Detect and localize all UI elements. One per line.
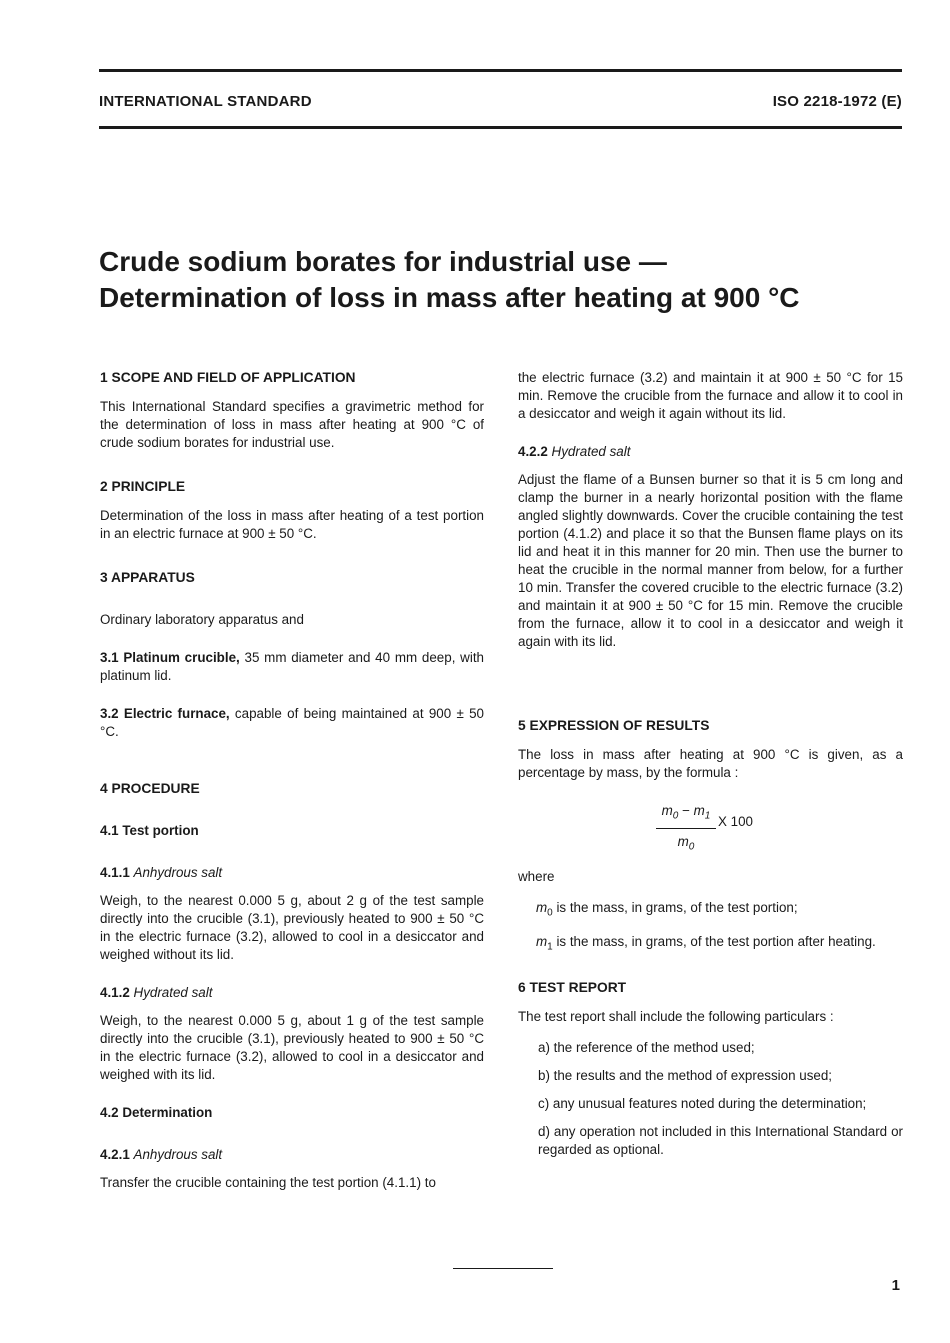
loss-formula xyxy=(518,802,903,860)
page-number: 1 xyxy=(891,1277,900,1294)
item-3-2-text: capable of being maintained at 900 ± 50 °C. xyxy=(100,706,484,739)
right-column xyxy=(518,369,903,1169)
subsection-4-2-1-text-start: Transfer the crucible containing the test portion (4.1.1) to xyxy=(100,1175,436,1190)
formula-fraction xyxy=(656,802,716,856)
section-6-heading: 6 TEST REPORT xyxy=(518,980,627,996)
subsection-4-1-1-text: Weigh, to the nearest 0.000 5 g, about 2 g of the test sample directly into the crucible (3.1), previously heated to 900 ± 50 °C in the electric furnace (3.2), allowed to cool in a desiccator and weighed without its lid. xyxy=(100,893,484,962)
item-3-2-label: 3.2 Electric furnace, xyxy=(100,706,230,721)
item-3-1-label: 3.1 Platinum crucible, xyxy=(100,650,240,665)
header-standard-label: INTERNATIONAL STANDARD xyxy=(99,93,312,110)
section-4-heading: 4 PROCEDURE xyxy=(100,781,200,796)
subsection-4-2-1-text-cont: the electric furnace (3.2) and maintain it at 900 ± 50 °C for 15 min. Remove the crucible from the furnace and allow it to cool in a desiccator and weigh it again without its lid. xyxy=(518,370,903,421)
subsection-4-1-2-heading: 4.1.2 Hydrated salt xyxy=(100,985,213,1000)
header-bottom-rule xyxy=(99,126,902,129)
document-title xyxy=(99,244,899,316)
left-column xyxy=(100,369,484,1192)
section-2-heading: 2 PRINCIPLE xyxy=(100,479,186,494)
subsection-4-1-2-text: Weigh, to the nearest 0.000 5 g, about 1 g of the test sample directly into the crucible (3.1), previously heated to 900 ± 50 °C in the electric furnace (3.2), allowed to cool in a desiccator and weighed with its lid. xyxy=(100,1013,484,1082)
report-item-d: d) any operation not included in this International Standard or regarded as optional. xyxy=(538,1124,903,1158)
section-2-text: Determination of the loss in mass after heating of a test portion in an electric furnace at 900 ± 50 °C. xyxy=(100,508,484,541)
section-5-text: The loss in mass after heating at 900 °C is given, as a percentage by mass, by the formula : xyxy=(518,747,903,780)
report-item-a: a) the reference of the method used; xyxy=(538,1040,755,1056)
formula-numerator: $m_0 - m_1$ xyxy=(656,802,716,829)
header-top-rule xyxy=(99,69,902,72)
item-3-1-text: 35 mm diameter and 40 mm deep, with platinum lid. xyxy=(100,650,484,683)
section-5-heading: 5 EXPRESSION OF RESULTS xyxy=(518,718,710,733)
subsection-4-1-heading: 4.1 Test portion xyxy=(100,823,199,838)
section-6-intro: The test report shall include the following particulars : xyxy=(518,1009,834,1025)
item-3-2 xyxy=(100,705,484,741)
where-label: where xyxy=(518,869,555,884)
footer-rule xyxy=(453,1268,553,1269)
section-3-intro: Ordinary laboratory apparatus and xyxy=(100,612,304,627)
m0-definition: $m_0$ is the mass, in grams, of the test portion; xyxy=(536,900,798,919)
subsection-4-2-1-heading: 4.2.1 Anhydrous salt xyxy=(100,1147,223,1162)
title-line-1: Crude sodium borates for industrial use — xyxy=(99,246,667,277)
report-item-c: c) any unusual features noted during the determination; xyxy=(538,1096,867,1112)
section-1-heading: 1 SCOPE AND FIELD OF APPLICATION xyxy=(100,370,356,385)
subsection-4-1-1-heading: 4.1.1 Anhydrous salt xyxy=(100,865,223,880)
formula-denominator: $m_0$ xyxy=(677,833,695,853)
formula-multiplier: X 100 xyxy=(718,814,753,829)
title-line-2: Determination of loss in mass after heating at 900 °C xyxy=(99,282,800,313)
subsection-4-2-heading: 4.2 Determination xyxy=(100,1105,213,1120)
subsection-4-2-2-text: Adjust the flame of a Bunsen burner so that it is 5 cm long and clamp the burner in a nearly horizontal position with the flame angled slightly downwards. Cover the crucible containing the test portion (4.1.2) and place it so that the Bunsen flame plays on its lid and heat it in this manner for 20 min. Then use the burner to heat the crucible in the normal manner from below, for a further 10 min. Transfer the covered crucible to the electric furnace (3.2) and maintain it at 900 ± 50 °C for 15 min. Remove the crucible from the furnace, allow it to cool in a desiccator and weigh it again with its lid. xyxy=(518,472,903,649)
item-3-1 xyxy=(100,649,484,685)
subsection-4-2-2-heading: 4.2.2 Hydrated salt xyxy=(518,444,631,459)
header-document-number: ISO 2218-1972 (E) xyxy=(772,93,902,110)
section-1-text: This International Standard specifies a gravimetric method for the determination of loss in mass after heating at 900 °C of crude sodium borates for industrial use. xyxy=(100,399,484,450)
section-3-heading: 3 APPARATUS xyxy=(100,570,195,585)
report-item-b: b) the results and the method of expression used; xyxy=(538,1068,833,1084)
m1-definition: $m_1$ is the mass, in grams, of the test portion after heating. xyxy=(536,933,876,953)
